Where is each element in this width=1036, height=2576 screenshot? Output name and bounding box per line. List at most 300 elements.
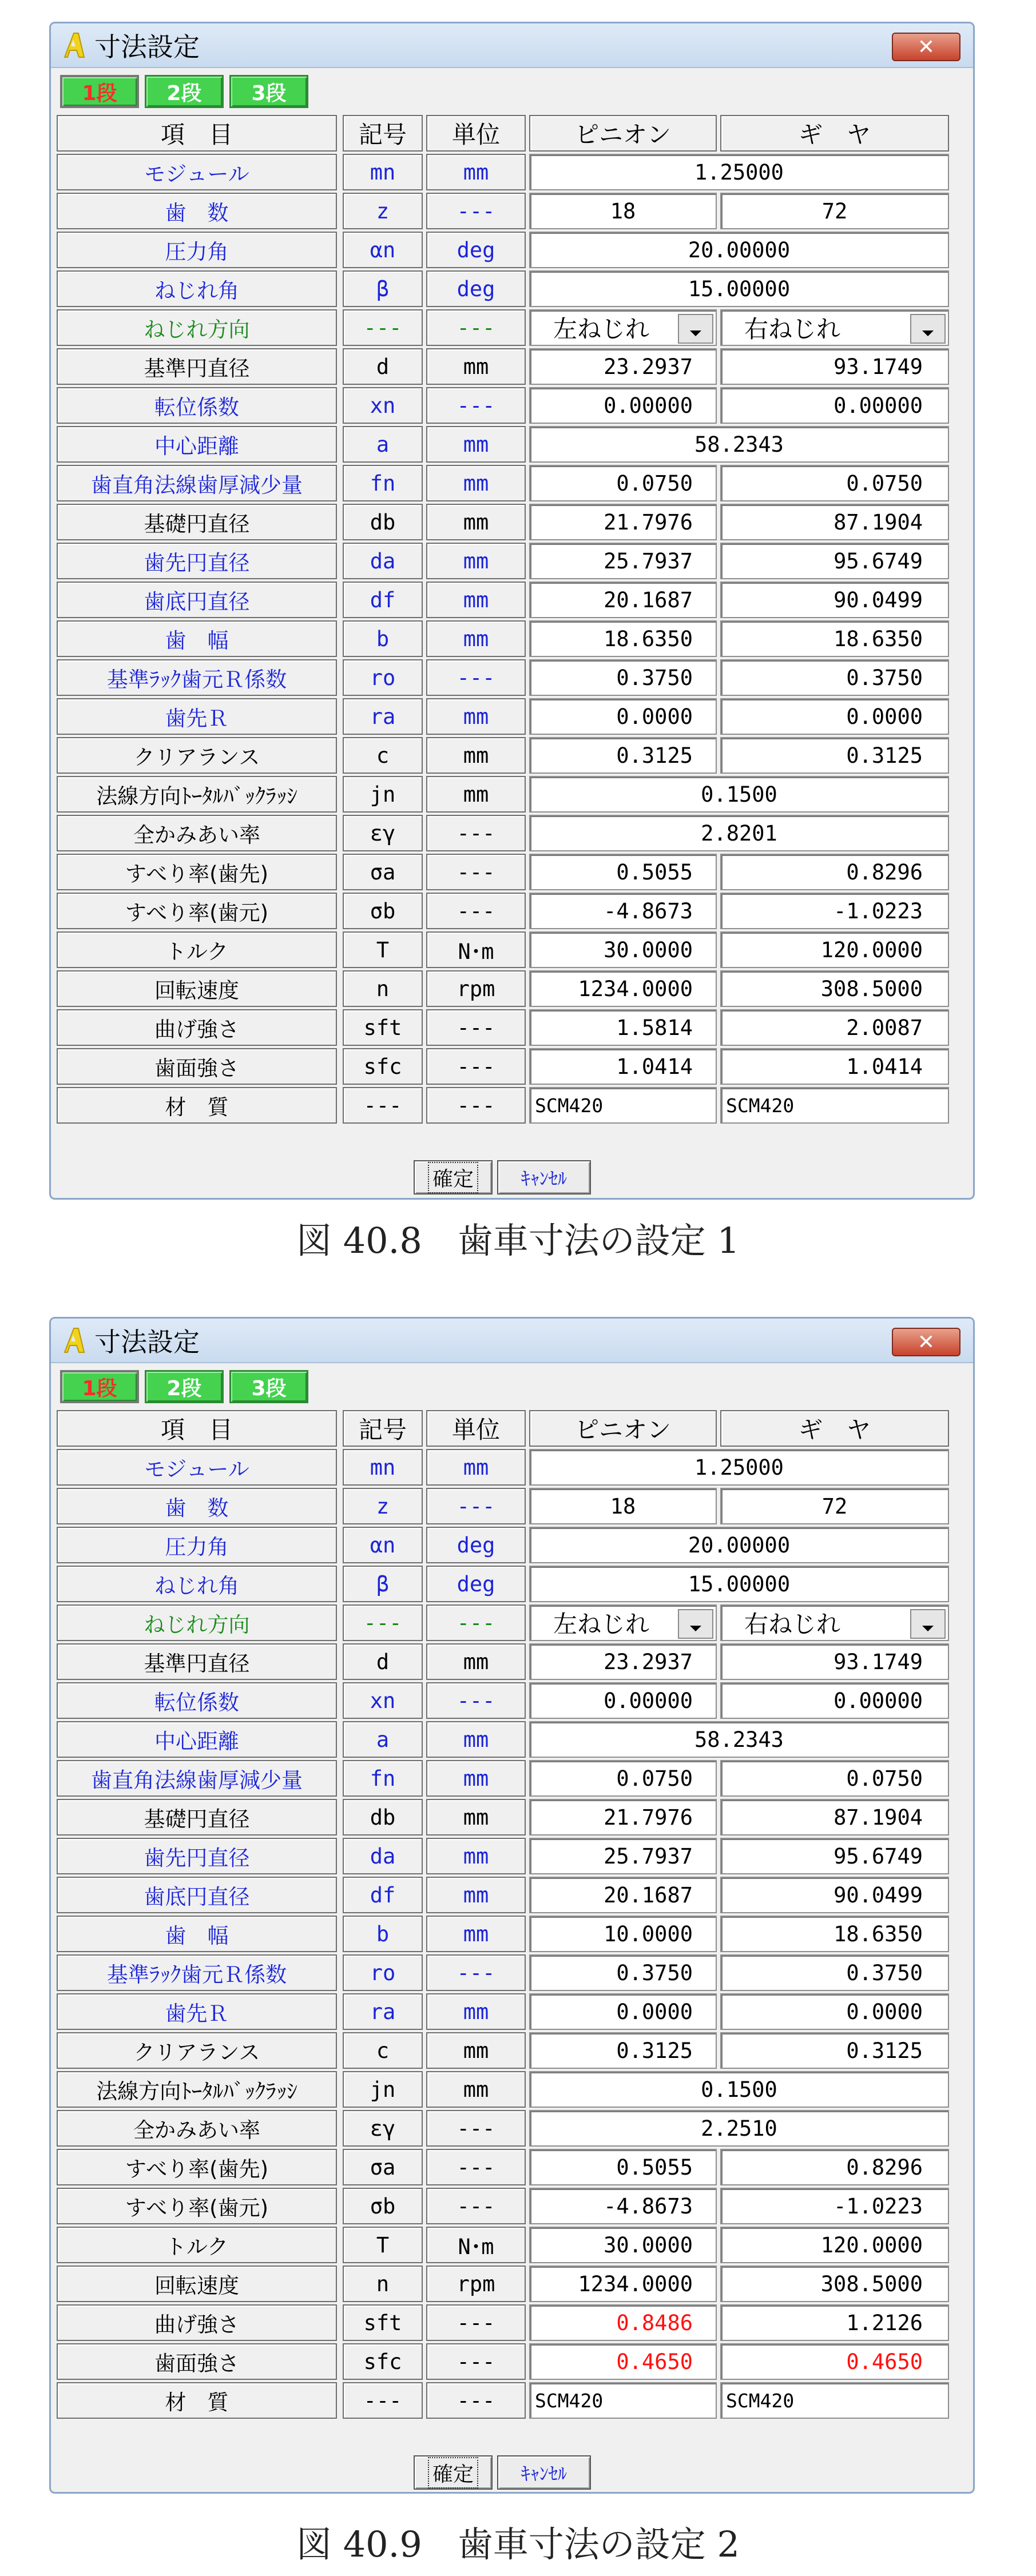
- parameter-symbol: fn: [343, 465, 423, 501]
- pinion-value-input[interactable]: 0.0750: [529, 1760, 717, 1797]
- parameter-symbol: β: [343, 1566, 423, 1602]
- table-row: [51, 2264, 973, 2303]
- parameter-name: クリアランス: [57, 737, 337, 774]
- parameter-name: ねじれ角: [57, 1566, 337, 1602]
- app-icon: [61, 31, 86, 59]
- pinion-value-input[interactable]: 23.2937: [529, 1643, 717, 1680]
- pinion-value-input[interactable]: 0.0000: [529, 1993, 717, 2030]
- header-item: 項 目: [57, 115, 337, 152]
- parameter-unit: ---: [426, 193, 526, 229]
- table-row: [51, 891, 973, 930]
- pinion-value-input[interactable]: 0.3125: [529, 2032, 717, 2069]
- parameter-name: 回転速度: [57, 2266, 337, 2302]
- shared-value-input[interactable]: 0.1500: [529, 776, 949, 813]
- parameter-name: 歯面強さ: [57, 1048, 337, 1085]
- parameter-name: 中心距離: [57, 1721, 337, 1758]
- parameter-symbol: σb: [343, 893, 423, 929]
- dropdown-button[interactable]: [678, 314, 713, 344]
- parameter-symbol: αn: [343, 1527, 423, 1563]
- table-row: [51, 2303, 973, 2342]
- parameter-name: 基準ﾗｯｸ歯元Ｒ係数: [57, 1954, 337, 1991]
- parameter-unit: ---: [426, 815, 526, 851]
- pinion-value-input[interactable]: SCM420: [529, 1087, 717, 1124]
- parameter-unit: N･m: [426, 931, 526, 968]
- header-symbol: 記号: [343, 1410, 423, 1447]
- pinion-value-input[interactable]: -4.8673: [529, 2188, 717, 2224]
- tab-stage-2[interactable]: 2段: [145, 75, 224, 108]
- confirm-button[interactable]: [414, 2455, 493, 2490]
- shared-value-input[interactable]: 2.8201: [529, 815, 949, 851]
- parameter-symbol: sft: [343, 1009, 423, 1046]
- parameter-symbol: z: [343, 193, 423, 229]
- table-row: [51, 503, 973, 542]
- parameter-unit: mm: [426, 582, 526, 618]
- parameter-unit: deg: [426, 1527, 526, 1563]
- close-icon: ✕: [917, 35, 935, 59]
- table-row: [51, 2225, 973, 2264]
- parameter-symbol: z: [343, 1488, 423, 1524]
- parameter-symbol: mn: [343, 1449, 423, 1486]
- gear-value-input[interactable]: 0.8296: [720, 2149, 949, 2185]
- parameter-unit: mm: [426, 1760, 526, 1797]
- parameter-unit: mm: [426, 1838, 526, 1874]
- parameter-symbol: T: [343, 2227, 423, 2263]
- table-row: [51, 775, 973, 814]
- parameter-symbol: a: [343, 426, 423, 463]
- confirm-button[interactable]: [414, 1160, 493, 1195]
- pinion-value-input[interactable]: 0.5055: [529, 2149, 717, 2185]
- parameter-name: 曲げ強さ: [57, 2304, 337, 2341]
- table-row: [51, 1487, 973, 1526]
- table-row: [51, 1953, 973, 1992]
- pinion-helix-direction-select[interactable]: [529, 309, 717, 346]
- parameter-name: 転位係数: [57, 387, 337, 424]
- table-row: [51, 1526, 973, 1564]
- pinion-value-input[interactable]: -4.8673: [529, 893, 717, 929]
- pinion-helix-direction-select[interactable]: [529, 1604, 717, 1641]
- pinion-value-input[interactable]: 0.0750: [529, 465, 717, 501]
- table-row: [51, 153, 973, 192]
- table-row: [51, 230, 973, 269]
- tab-stage-1[interactable]: 1段: [60, 1370, 139, 1403]
- table-row: [51, 1681, 973, 1720]
- gear-value-input[interactable]: 1.0414: [720, 1048, 949, 1085]
- pinion-value-input[interactable]: 0.5055: [529, 854, 717, 890]
- parameter-symbol: sfc: [343, 1048, 423, 1085]
- parameter-name: 歯 数: [57, 193, 337, 229]
- table-row: [51, 269, 973, 308]
- parameter-unit: deg: [426, 270, 526, 307]
- figure-caption-1: 図 40.8 歯車寸法の設定 1: [296, 1220, 740, 1261]
- pinion-value-input[interactable]: 25.7937: [529, 543, 717, 579]
- parameter-name: モジュール: [57, 154, 337, 190]
- parameter-unit: mm: [426, 154, 526, 190]
- parameter-name: トルク: [57, 931, 337, 968]
- gear-value-input[interactable]: SCM420: [720, 1087, 949, 1124]
- parameter-name: 歯 幅: [57, 620, 337, 657]
- parameter-name: 歯底円直径: [57, 1877, 337, 1913]
- pinion-value-input[interactable]: 30.0000: [529, 2227, 717, 2263]
- dimension-settings-dialog-1: [49, 22, 975, 1200]
- parameter-unit: mm: [426, 776, 526, 813]
- gear-value-input[interactable]: 72: [720, 193, 949, 229]
- header-gear: ギ ヤ: [720, 115, 949, 152]
- parameter-unit: ---: [426, 1954, 526, 1991]
- parameter-unit: ---: [426, 2304, 526, 2341]
- parameter-unit: mm: [426, 426, 526, 463]
- parameter-symbol: c: [343, 737, 423, 774]
- pinion-value-input[interactable]: 21.7976: [529, 1799, 717, 1836]
- parameter-unit: ---: [426, 1087, 526, 1124]
- gear-value-input[interactable]: 1.2126: [720, 2304, 949, 2341]
- table-row: [51, 2187, 973, 2225]
- chevron-down-icon: [689, 315, 702, 343]
- table-row: [51, 347, 973, 386]
- parameter-name: 材 質: [57, 1087, 337, 1124]
- dialog-footer: [51, 2451, 973, 2492]
- gear-value-input[interactable]: 93.1749: [720, 348, 949, 385]
- shared-value-input[interactable]: 1.25000: [529, 1449, 949, 1486]
- parameter-symbol: b: [343, 1916, 423, 1952]
- parameter-name: ねじれ方向: [57, 309, 337, 346]
- parameter-symbol: β: [343, 270, 423, 307]
- parameter-symbol: db: [343, 504, 423, 540]
- pinion-value-input[interactable]: 0.0000: [529, 698, 717, 735]
- table-row: [51, 1798, 973, 1837]
- parameter-name: 圧力角: [57, 1527, 337, 1563]
- pinion-value-input[interactable]: 1234.0000: [529, 970, 717, 1007]
- parameter-name: 全かみあい率: [57, 815, 337, 851]
- gear-value-input[interactable]: -1.0223: [720, 893, 949, 929]
- parameter-name: 法線方向ﾄｰﾀﾙﾊﾞｯｸﾗｯｼ: [57, 2071, 337, 2108]
- parameter-unit: deg: [426, 232, 526, 268]
- parameter-symbol: ra: [343, 1993, 423, 2030]
- gear-value-input[interactable]: 308.5000: [720, 2266, 949, 2302]
- chevron-down-icon: [689, 1610, 702, 1638]
- parameter-unit: mm: [426, 737, 526, 774]
- pinion-value-input[interactable]: 23.2937: [529, 348, 717, 385]
- parameter-name: 歯 幅: [57, 1916, 337, 1952]
- dialog-title: 寸法設定: [94, 31, 200, 62]
- parameter-unit: mm: [426, 1993, 526, 2030]
- parameter-name: 歯面強さ: [57, 2343, 337, 2380]
- header-pinion: ピニオン: [529, 1410, 717, 1447]
- parameter-symbol: c: [343, 2032, 423, 2069]
- parameter-name: 歯先Ｒ: [57, 698, 337, 735]
- tab-stage-2[interactable]: 2段: [145, 1370, 224, 1403]
- parameter-symbol: sfc: [343, 2343, 423, 2380]
- gear-value-input[interactable]: 95.6749: [720, 543, 949, 579]
- parameter-unit: ---: [426, 2188, 526, 2224]
- parameter-name: すべり率(歯先): [57, 2149, 337, 2185]
- pinion-value-input[interactable]: 20.1687: [529, 1877, 717, 1913]
- shared-value-input[interactable]: 58.2343: [529, 1721, 949, 1758]
- parameter-symbol: sft: [343, 2304, 423, 2341]
- table-row: [51, 658, 973, 697]
- parameter-unit: mm: [426, 1916, 526, 1952]
- chevron-down-icon: [921, 1610, 935, 1638]
- table-row: [51, 308, 973, 347]
- gear-value-input[interactable]: 90.0499: [720, 1877, 949, 1913]
- gear-value-input[interactable]: 0.0750: [720, 465, 949, 501]
- parameter-unit: mm: [426, 504, 526, 540]
- table-row: [51, 1876, 973, 1914]
- pinion-value-input[interactable]: 18: [529, 1488, 717, 1524]
- table-row: [51, 969, 973, 1008]
- shared-value-input[interactable]: 20.00000: [529, 232, 949, 268]
- gear-helix-direction-select[interactable]: [720, 309, 949, 346]
- parameter-unit: ---: [426, 893, 526, 929]
- gear-value-input[interactable]: 18.6350: [720, 1916, 949, 1952]
- shared-value-input[interactable]: 1.25000: [529, 154, 949, 190]
- table-row: [51, 2148, 973, 2187]
- pinion-helix-direction-value: 左ねじれ: [553, 1610, 650, 1638]
- pinion-value-input[interactable]: 18: [529, 193, 717, 229]
- gear-value-input[interactable]: 90.0499: [720, 582, 949, 618]
- parameter-symbol: jn: [343, 776, 423, 813]
- gear-value-input[interactable]: 0.0000: [720, 1993, 949, 2030]
- parameter-unit: mm: [426, 1643, 526, 1680]
- parameter-symbol: αn: [343, 232, 423, 268]
- dropdown-button[interactable]: [678, 1609, 713, 1639]
- parameter-symbol: da: [343, 543, 423, 579]
- parameter-unit: ---: [426, 2343, 526, 2380]
- parameter-unit: ---: [426, 387, 526, 424]
- parameter-symbol: εγ: [343, 815, 423, 851]
- parameter-name: ねじれ角: [57, 270, 337, 307]
- close-button[interactable]: [892, 1328, 960, 1356]
- pinion-value-input[interactable]: 1.0414: [529, 1048, 717, 1085]
- gear-value-input[interactable]: 308.5000: [720, 970, 949, 1007]
- tab-stage-3[interactable]: 3段: [229, 1370, 308, 1403]
- gear-value-input[interactable]: 0.3125: [720, 2032, 949, 2069]
- parameter-unit: ---: [426, 659, 526, 696]
- parameter-unit: ---: [426, 309, 526, 346]
- close-button[interactable]: [892, 33, 960, 61]
- gear-value-input[interactable]: SCM420: [720, 2382, 949, 2419]
- parameter-name: 歯 数: [57, 1488, 337, 1524]
- parameter-symbol: ra: [343, 698, 423, 735]
- table-row: [51, 1837, 973, 1876]
- header-pinion: ピニオン: [529, 115, 717, 152]
- gear-value-input[interactable]: 87.1904: [720, 504, 949, 540]
- gear-value-input[interactable]: 0.3750: [720, 659, 949, 696]
- parameter-name: クリアランス: [57, 2032, 337, 2069]
- parameter-name: すべり率(歯元): [57, 893, 337, 929]
- parameter-symbol: T: [343, 931, 423, 968]
- gear-value-input[interactable]: 0.00000: [720, 387, 949, 424]
- gear-value-input[interactable]: 120.0000: [720, 931, 949, 968]
- pinion-value-input[interactable]: 21.7976: [529, 504, 717, 540]
- gear-value-input[interactable]: 0.0000: [720, 698, 949, 735]
- table-row: [51, 1759, 973, 1798]
- parameter-name: 歯先Ｒ: [57, 1993, 337, 2030]
- gear-value-input[interactable]: 0.3750: [720, 1954, 949, 1991]
- parameter-unit: mm: [426, 348, 526, 385]
- shared-value-input[interactable]: 2.2510: [529, 2110, 949, 2147]
- parameter-name: 圧力角: [57, 232, 337, 268]
- gear-helix-direction-value: 右ねじれ: [744, 1610, 841, 1638]
- parameter-unit: rpm: [426, 2266, 526, 2302]
- table-row: [51, 464, 973, 503]
- parameter-name: すべり率(歯元): [57, 2188, 337, 2224]
- parameter-unit: ---: [426, 1048, 526, 1085]
- parameter-symbol: jn: [343, 2071, 423, 2108]
- gear-value-input[interactable]: 0.4650: [720, 2343, 949, 2380]
- parameter-symbol: n: [343, 2266, 423, 2302]
- pinion-helix-direction-value: 左ねじれ: [553, 315, 650, 343]
- parameter-unit: mm: [426, 2032, 526, 2069]
- close-icon: ✕: [917, 1330, 935, 1354]
- parameter-symbol: ---: [343, 2382, 423, 2419]
- parameter-unit: mm: [426, 1721, 526, 1758]
- pinion-value-input[interactable]: 20.1687: [529, 582, 717, 618]
- parameter-unit: ---: [426, 2110, 526, 2147]
- parameter-symbol: fn: [343, 1760, 423, 1797]
- cancel-button[interactable]: ｷｬﾝｾﾙ: [497, 1160, 591, 1195]
- pinion-value-input[interactable]: 0.00000: [529, 1682, 717, 1719]
- gear-value-input[interactable]: -1.0223: [720, 2188, 949, 2224]
- parameter-name: 材 質: [57, 2382, 337, 2419]
- header-row: [51, 114, 973, 153]
- parameter-unit: N･m: [426, 2227, 526, 2263]
- parameter-symbol: a: [343, 1721, 423, 1758]
- table-row: [51, 1008, 973, 1047]
- parameter-name: 歯先円直径: [57, 543, 337, 579]
- pinion-value-input[interactable]: 1234.0000: [529, 2266, 717, 2302]
- pinion-value-input[interactable]: 25.7937: [529, 1838, 717, 1874]
- shared-value-input[interactable]: 15.00000: [529, 270, 949, 307]
- parameter-name: 中心距離: [57, 426, 337, 463]
- pinion-value-input[interactable]: SCM420: [529, 2382, 717, 2419]
- parameter-unit: deg: [426, 1566, 526, 1602]
- parameter-symbol: ro: [343, 1954, 423, 1991]
- stage-tab-bar: [51, 68, 973, 115]
- stage-tab-bar: [51, 1363, 973, 1410]
- pinion-value-input[interactable]: 0.3750: [529, 659, 717, 696]
- parameter-symbol: σa: [343, 2149, 423, 2185]
- gear-helix-direction-select[interactable]: [720, 1604, 949, 1641]
- table-row: [51, 1047, 973, 1086]
- gear-value-input[interactable]: 0.0750: [720, 1760, 949, 1797]
- parameter-name: 転位係数: [57, 1682, 337, 1719]
- pinion-value-input[interactable]: 30.0000: [529, 931, 717, 968]
- gear-value-input[interactable]: 95.6749: [720, 1838, 949, 1874]
- cancel-button[interactable]: ｷｬﾝｾﾙ: [497, 2455, 591, 2490]
- dropdown-button[interactable]: [910, 1609, 946, 1639]
- title-bar: [51, 23, 973, 68]
- table-row: [51, 1086, 973, 1125]
- gear-value-input[interactable]: 0.3125: [720, 737, 949, 774]
- parameter-unit: ---: [426, 1488, 526, 1524]
- parameter-unit: ---: [426, 2382, 526, 2419]
- parameter-name: ねじれ方向: [57, 1604, 337, 1641]
- table-row: [51, 1992, 973, 2031]
- parameter-unit: mm: [426, 465, 526, 501]
- parameter-name: 基準円直径: [57, 348, 337, 385]
- confirm-label: 確定: [428, 1162, 478, 1193]
- gear-value-input[interactable]: 0.8296: [720, 854, 949, 890]
- parameter-name: 歯直角法線歯厚減少量: [57, 465, 337, 501]
- parameter-unit: mm: [426, 698, 526, 735]
- gear-value-input[interactable]: 87.1904: [720, 1799, 949, 1836]
- parameter-name: 法線方向ﾄｰﾀﾙﾊﾞｯｸﾗｯｼ: [57, 776, 337, 813]
- title-bar: [51, 1319, 973, 1363]
- table-row: [51, 1564, 973, 1603]
- pinion-value-input[interactable]: 1.5814: [529, 1009, 717, 1046]
- parameter-unit: ---: [426, 1682, 526, 1719]
- gear-value-input[interactable]: 72: [720, 1488, 949, 1524]
- figure-caption-2: 図 40.9 歯車寸法の設定 2: [296, 2523, 740, 2565]
- parameter-symbol: ---: [343, 1087, 423, 1124]
- dropdown-button[interactable]: [910, 314, 946, 344]
- header-row: [51, 1409, 973, 1448]
- pinion-value-input[interactable]: 18.6350: [529, 620, 717, 657]
- pinion-value-input[interactable]: 0.3125: [529, 737, 717, 774]
- table-row: [51, 2070, 973, 2109]
- parameter-unit: mm: [426, 1449, 526, 1486]
- parameter-symbol: da: [343, 1838, 423, 1874]
- shared-value-input[interactable]: 0.1500: [529, 2071, 949, 2108]
- table-row: [51, 1720, 973, 1759]
- parameter-name: 基礎円直径: [57, 504, 337, 540]
- tab-stage-3[interactable]: 3段: [229, 75, 308, 108]
- parameter-unit: ---: [426, 854, 526, 890]
- parameter-symbol: b: [343, 620, 423, 657]
- parameter-symbol: df: [343, 582, 423, 618]
- pinion-value-input[interactable]: 0.4650: [529, 2343, 717, 2380]
- pinion-value-input[interactable]: 0.00000: [529, 387, 717, 424]
- tab-stage-1[interactable]: 1段: [60, 75, 139, 108]
- table-row: [51, 2342, 973, 2381]
- table-row: [51, 542, 973, 580]
- parameter-unit: mm: [426, 2071, 526, 2108]
- shared-value-input[interactable]: 58.2343: [529, 426, 949, 463]
- table-row: [51, 1448, 973, 1487]
- parameter-symbol: mn: [343, 154, 423, 190]
- table-row: [51, 425, 973, 464]
- chevron-down-icon: [921, 315, 935, 343]
- gear-helix-direction-value: 右ねじれ: [744, 315, 841, 343]
- parameter-symbol: ro: [343, 659, 423, 696]
- parameter-name: 基礎円直径: [57, 1799, 337, 1836]
- gear-value-input[interactable]: 18.6350: [720, 620, 949, 657]
- shared-value-input[interactable]: 15.00000: [529, 1566, 949, 1602]
- gear-value-input[interactable]: 0.00000: [720, 1682, 949, 1719]
- pinion-value-input[interactable]: 0.3750: [529, 1954, 717, 1991]
- gear-value-input[interactable]: 93.1749: [720, 1643, 949, 1680]
- gear-value-input[interactable]: 2.0087: [720, 1009, 949, 1046]
- parameter-name: 全かみあい率: [57, 2110, 337, 2147]
- shared-value-input[interactable]: 20.00000: [529, 1527, 949, 1563]
- gear-value-input[interactable]: 120.0000: [720, 2227, 949, 2263]
- parameter-name: 歯直角法線歯厚減少量: [57, 1760, 337, 1797]
- parameter-symbol: xn: [343, 1682, 423, 1719]
- parameter-symbol: df: [343, 1877, 423, 1913]
- parameter-symbol: ---: [343, 309, 423, 346]
- parameter-name: 基準円直径: [57, 1643, 337, 1680]
- pinion-value-input[interactable]: 10.0000: [529, 1916, 717, 1952]
- parameter-unit: mm: [426, 543, 526, 579]
- table-row: [51, 2109, 973, 2148]
- app-icon: [61, 1326, 86, 1355]
- pinion-value-input[interactable]: 0.8486: [529, 2304, 717, 2341]
- table-row: [51, 930, 973, 969]
- dialog-title: 寸法設定: [94, 1327, 200, 1357]
- table-row: [51, 1603, 973, 1642]
- table-row: [51, 619, 973, 658]
- parameter-symbol: xn: [343, 387, 423, 424]
